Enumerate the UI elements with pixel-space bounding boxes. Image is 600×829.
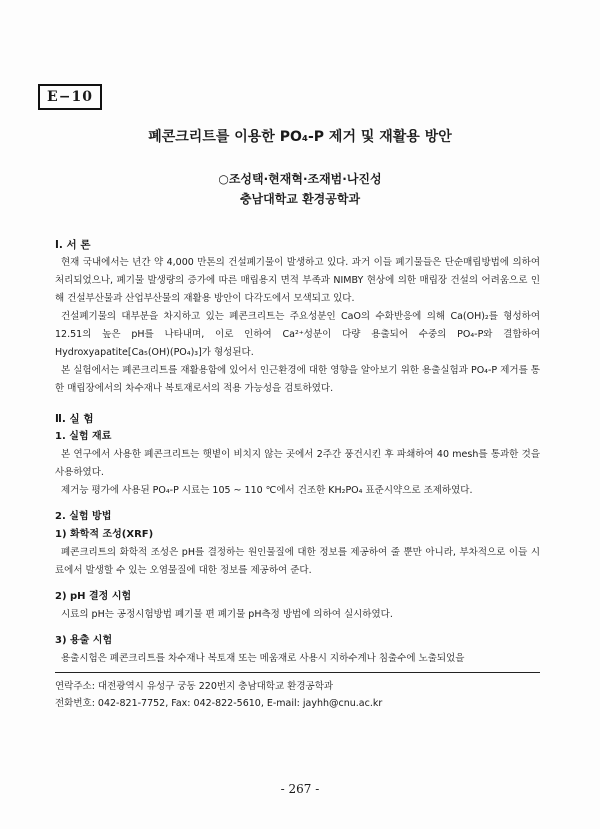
method-paragraph-xrf: 폐콘크리트의 화학적 조성은 pH를 결정하는 원인물질에 대한 정보를 제공하여 줄 뿐만 아니라, 부차적으로 이들 시료에서 발생할 수 있는 오염물질에 대한 정보를 제공하여 준다. [55, 547, 540, 576]
materials-paragraph-2: 제거능 평가에 사용된 PO₄-P 시료는 105 ~ 110 ℃에서 건조한 KH₂PO₄ 표준시약으로 조제하였다. [61, 485, 473, 496]
page-number: - 267 - [280, 782, 320, 796]
intro-paragraph-3: 본 실험에서는 폐콘크리트를 재활용함에 있어서 인근환경에 대한 영향을 알아보기 위한 용출실험과 PO₄-P 제거를 통한 매립장에서의 차수재나 복토재로서의 적용 가능성을 검토하였다. [55, 365, 540, 394]
method-paragraph-ph: 시료의 pH는 공정시험방법 폐기물 편 폐기물 pH측정 방법에 의하여 실시하였다. [61, 609, 393, 620]
footer-address: 연락주소: 대전광역시 유성구 궁동 220번지 충남대학교 환경공학과 [55, 681, 334, 692]
method-heading-ph: 2) pH 결정 시험 [55, 591, 132, 602]
footer-contact [55, 678, 540, 712]
method-heading-leaching: 3) 용출 시험 [55, 635, 113, 646]
materials-paragraph-1: 본 연구에서 사용한 폐콘크리트는 햇볕이 비치지 않는 곳에서 2주간 풍건시킨 후 파쇄하여 40 mesh를 통과한 것을 사용하였다. [55, 449, 540, 478]
section-heading-intro: Ⅰ. 서 론 [55, 239, 91, 251]
section-heading-experiment: Ⅱ. 실 험 [55, 413, 94, 425]
intro-paragraph-2: 건설폐기물의 대부분을 차지하고 있는 폐콘크리트는 주요성분인 CaO의 수화반응에 의해 Ca(OH)₂를 형성하여 12.51의 높은 pH를 나타내며, 이로 인하여 Ca²⁺성분이 다량 용출되어 수중의 PO₄-P와 결합하여 Hydroxyapatite[Ca₅(OH)(PO₄)₃]가 형성된다. [55, 311, 540, 358]
paper-body [55, 236, 540, 668]
subsection-heading-materials: 1. 실험 재료 [55, 431, 112, 442]
author-list: ○조성택·현재혁·조재범·나진성 [218, 172, 382, 186]
footer-divider [55, 672, 540, 673]
method-heading-xrf: 1) 화학적 조성(XRF) [55, 529, 154, 540]
paper-title: 폐콘크리트를 이용한 PO₄-P 제거 및 재활용 방안 [148, 129, 452, 145]
method-paragraph-leaching: 용출시험은 폐콘크리트를 차수재나 복토재 또는 메움재로 사용시 지하수계나 침출수에 노출되었을 [61, 653, 465, 664]
footer-phone-email: 전화번호: 042-821-7752, Fax: 042-822-5610, E-mail: jayhh@cnu.ac.kr [55, 698, 383, 709]
intro-paragraph-1: 현재 국내에서는 년간 약 4,000 만톤의 건설폐기물이 발생하고 있다. 과거 이들 폐기물들은 단순매립방법에 의하여 처리되었으나, 폐기물 발생량의 증가에 따른 매립용지 면적 부족과 NIMBY 현상에 의한 매립장 건설의 어려움으로 인해 건설부산물과 산업부산물의 재활용 방안이 다각도에서 모색되고 있다. [55, 257, 540, 304]
subsection-heading-methods: 2. 실험 방법 [55, 511, 112, 522]
paper-code-box: E−10 [38, 84, 102, 110]
affiliation: 충남대학교 환경공학과 [239, 192, 361, 206]
